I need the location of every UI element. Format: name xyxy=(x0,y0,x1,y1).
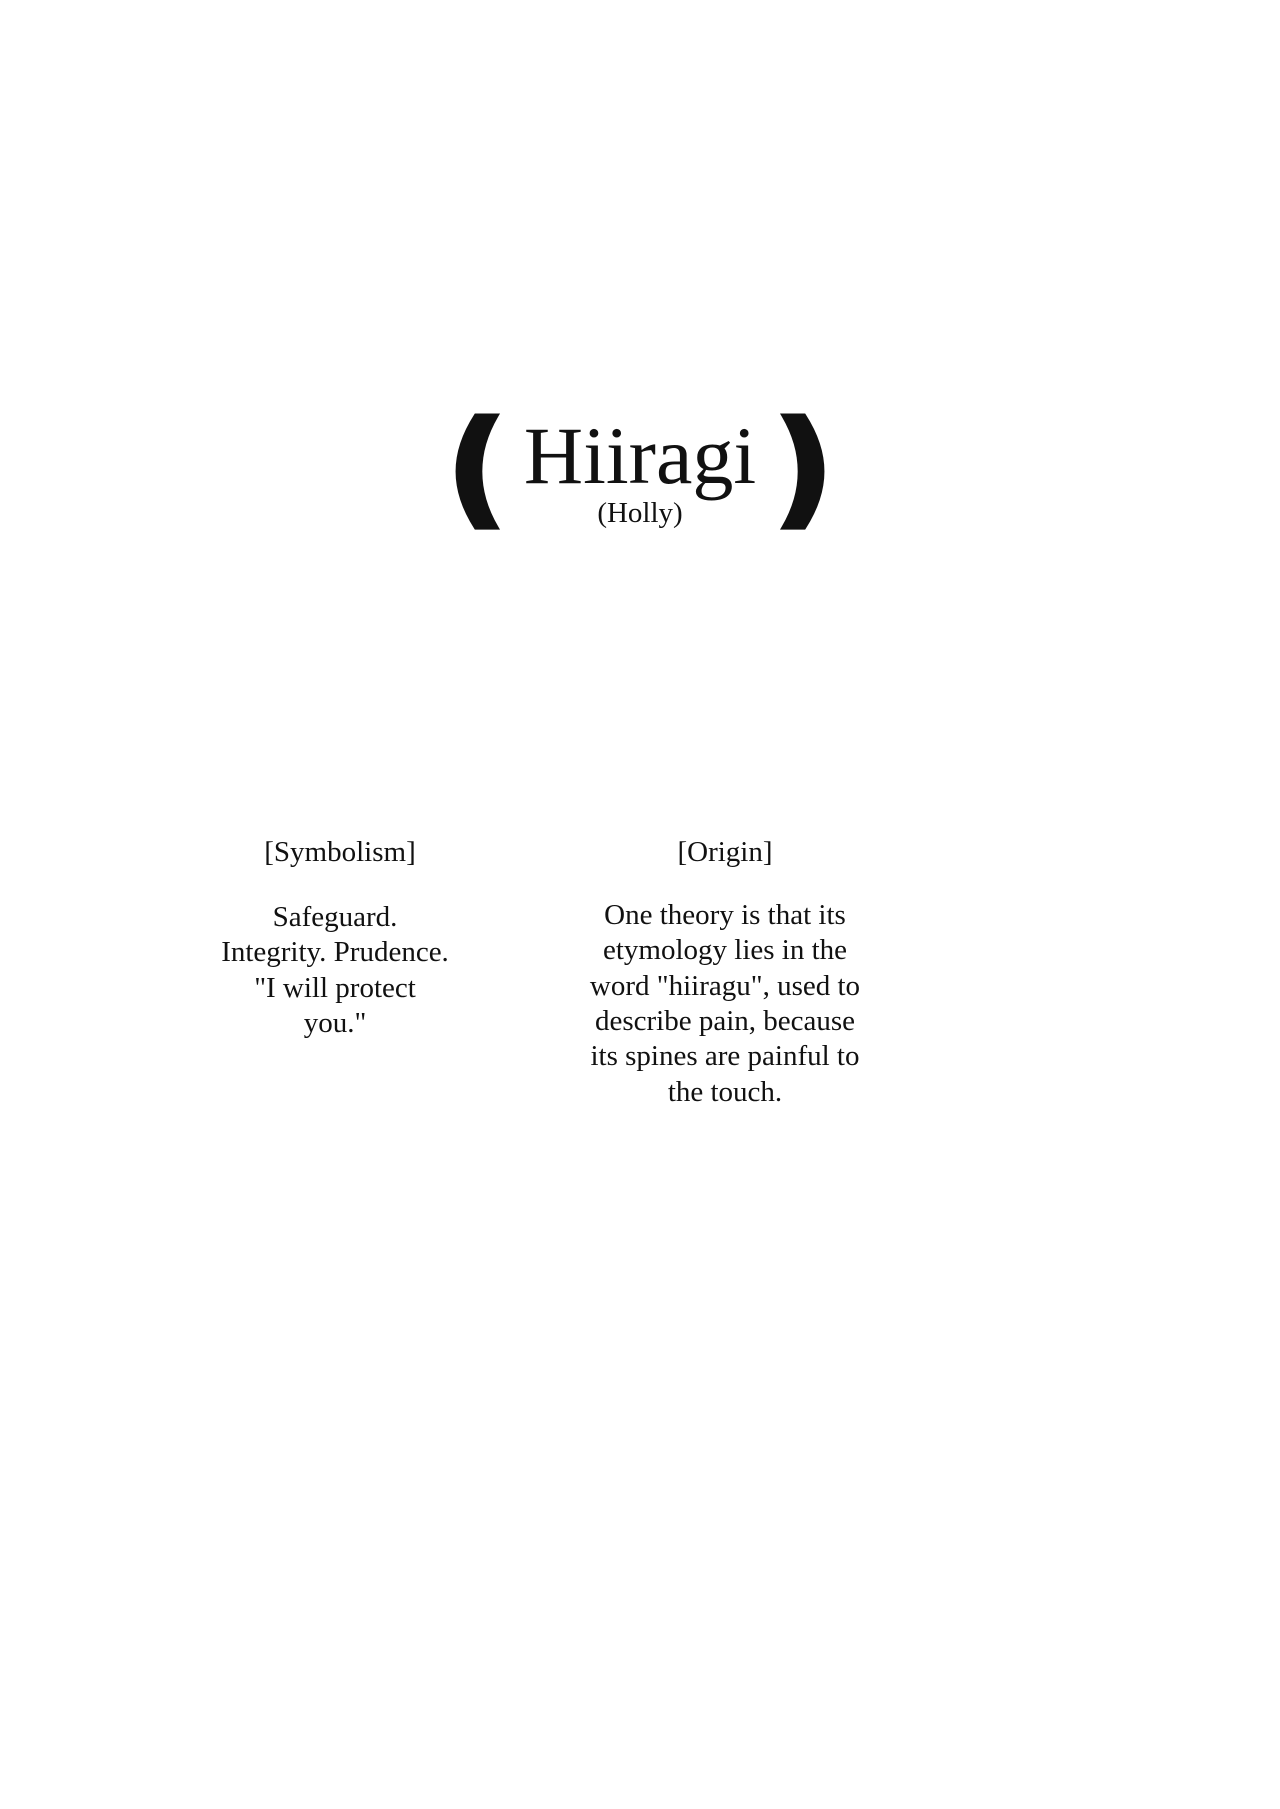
section-body-origin: One theory is that its etymology lies in the word "hiiragu", used to describe pain, because its spines are painful to the touch. xyxy=(589,898,861,1108)
title-row xyxy=(424,392,856,541)
title-block xyxy=(0,392,1280,541)
page-title: Hiiragi xyxy=(523,410,757,501)
section-symbolism xyxy=(195,835,485,1041)
section-origin xyxy=(580,835,870,1110)
section-heading-origin: [Origin] xyxy=(677,836,773,868)
page-subtitle: (Holly) xyxy=(597,497,683,529)
left-bracket-icon: ❪ xyxy=(424,392,530,541)
section-heading-symbolism: [Symbolism] xyxy=(264,836,416,868)
right-bracket-icon: ❫ xyxy=(750,392,856,541)
section-body-symbolism: Safeguard. Integrity. Prudence. "I will protect you." xyxy=(221,900,449,1039)
title-inner xyxy=(523,410,757,529)
